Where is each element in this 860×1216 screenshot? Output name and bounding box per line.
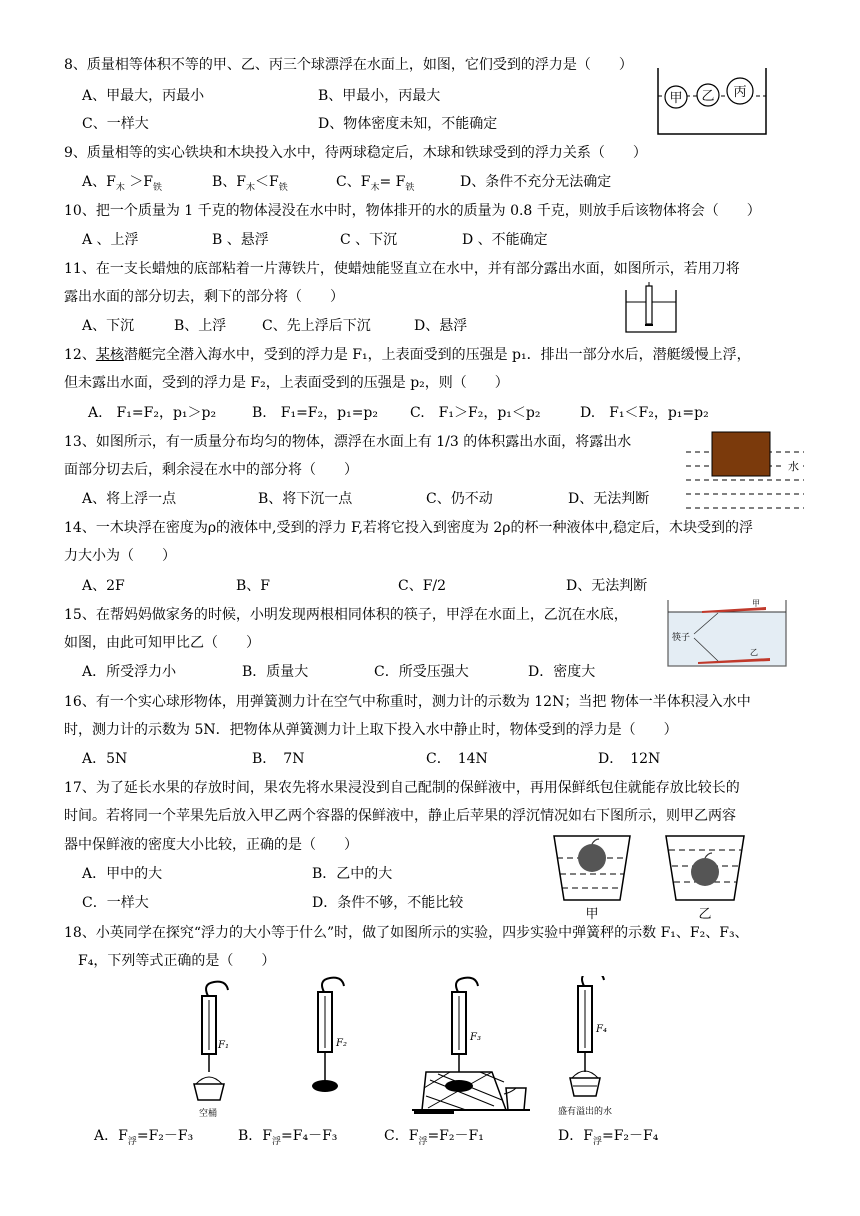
q12-option-b: B. F₁=F₂，p₁=p₂ [252, 405, 378, 421]
f2-label: F₂ [336, 1038, 347, 1049]
q11-stem-line1: 11、在一支长蜡烛的底部粘着一片薄铁片，使蜡烛能竖直立在水中，并有部分露出水面，如图所示，若用刀将 [64, 261, 740, 277]
ball-bing-label: 丙 [733, 85, 747, 100]
q13-stem-line2: 面部分切去后，剩余浸在水中的部分将（ ） [64, 462, 358, 478]
q10-option-a: A 、上浮 [82, 232, 139, 248]
water-label: 水 [788, 460, 799, 473]
ball-jia-label: 甲 [669, 91, 683, 106]
q11-option-b: B、上浮 [174, 318, 227, 334]
q17-option-d: D．条件不够，不能比较 [312, 895, 464, 911]
q13-floating-block-figure [684, 428, 806, 512]
q14-option-c: C、F/2 [398, 578, 447, 594]
q16-stem-line1: 16、有一个实心球形物体，用弹簧测力计在空气中称重时，测力计的示数为 12N；当把 物体一半体积浸入水中 [64, 694, 751, 710]
q11-option-a: A、下沉 [82, 318, 135, 334]
q16-stem-line2: 时，测力计的示数为 5N．把物体从弹簧测力计上取下投入水中静止时，物体受到的浮力是（ ） [64, 722, 678, 738]
step2-scale [312, 978, 347, 1092]
q9-option-d: D、条件不充分无法确定 [460, 174, 612, 190]
q8-option-c: C、一样大 [82, 116, 149, 132]
q10-option-d: D 、不能确定 [462, 232, 548, 248]
q15-stem-line1: 15、在帮妈妈做家务的时候，小明发现两根相同体积的筷子，甲浮在水面上，乙沉在水底， [64, 607, 628, 623]
q17-stem-line2: 时间。若将同一个苹果先后放入甲乙两个容器的保鲜液中，静止后苹果的浮沉情况如右下图所示，则甲乙两容 [64, 808, 736, 824]
q18-option-c: C．$F_浮=F_2-F_1$ [384, 1128, 484, 1147]
step4-caption: 盛有溢出的水 [557, 1107, 613, 1117]
q17-option-c: C．一样大 [82, 895, 149, 911]
q8-stem: 8、质量相等体积不等的甲、乙、丙三个球漂浮在水面上，如图，它们受到的浮力是（ ） [64, 57, 633, 73]
q18-experiment-figure [180, 976, 640, 1120]
q16-option-d: D． 12N [598, 751, 661, 767]
chopstick-jia-label: 甲 [752, 599, 760, 608]
q16-option-b: B． 7N [252, 751, 305, 767]
q8-option-b: B、甲最小，丙最大 [318, 88, 441, 104]
f4-label: F₄ [596, 1024, 607, 1035]
q18-option-a: A．$F_浮=F_2-F_3$ [94, 1128, 194, 1147]
q15-option-d: D．密度大 [528, 664, 596, 680]
q14-option-b: B、F [236, 578, 271, 594]
container-yi-label: 乙 [698, 907, 712, 922]
q8-floating-balls-figure [656, 66, 768, 136]
q13-option-d: D、无法判断 [568, 491, 650, 507]
q9-option-a: A、$F_木 >F_铁$ [82, 174, 163, 193]
q15-stem-line2: 如图，由此可知甲比乙（ ） [64, 635, 260, 651]
q12-option-a: A. F₁=F₂，p₁＞p₂ [88, 405, 217, 421]
q18-option-d: D．$F_浮=F_2-F_4$ [558, 1128, 659, 1147]
q17-stem-line3: 器中保鲜液的密度大小比较，正确的是（ ） [64, 837, 358, 853]
q16-option-c: C． 14N [426, 751, 488, 767]
chopsticks-label: 筷子 [672, 633, 691, 643]
q10-stem: 10、把一个质量为 1 千克的物体浸没在水中时，物体排开的水的质量为 0.8 千克，则放手后该物体将会（ ） [64, 203, 761, 219]
q17-option-b: B．乙中的大 [312, 866, 393, 882]
q11-candle-figure [622, 280, 680, 336]
q8-option-d: D、物体密度未知，不能确定 [318, 116, 498, 132]
q17-option-a: A．甲中的大 [82, 866, 163, 882]
q15-option-c: C．所受压强大 [374, 664, 469, 680]
q10-option-c: C 、下沉 [340, 232, 398, 248]
q13-option-c: C、仍不动 [426, 491, 493, 507]
q14-stem-line1: 14、一木块浮在密度为ρ的液体中,受到的浮力 F,若将它投入到密度为 2ρ的杯一种液体中,稳定后，木块受到的浮 [64, 520, 753, 536]
q18-stem-line2: F₄，下列等式正确的是（ ） [78, 953, 276, 969]
step3-scale [412, 978, 530, 1114]
q13-option-a: A、将上浮一点 [82, 491, 177, 507]
q14-option-d: D、无法判断 [566, 578, 648, 594]
q12-option-c: C. F₁＞F₂，p₁＜p₂ [410, 405, 541, 421]
q11-option-c: C、先上浮后下沉 [262, 318, 371, 334]
q12-stem-line2: 但未露出水面，受到的浮力是 F₂，上表面受到的压强是 p₂，则（ ） [64, 375, 509, 391]
q16-option-a: A．5N [82, 751, 128, 767]
q14-stem-line2: 力大小为（ ） [64, 548, 176, 564]
f3-label: F₃ [470, 1032, 481, 1043]
step1-scale [194, 982, 229, 1119]
q15-chopsticks-figure [666, 598, 788, 668]
q14-option-a: A、2F [82, 578, 125, 594]
container-jia-label: 甲 [585, 907, 599, 922]
chopstick-yi-label: 乙 [750, 648, 758, 657]
q13-option-b: B、将下沉一点 [258, 491, 353, 507]
q11-option-d: D、悬浮 [414, 318, 468, 334]
q12-stem-line1: 12、某核潜艇完全潜入海水中，受到的浮力是 F₁，上表面受到的压强是 p₁．排出一部分水后，潜艇缓慢上浮， [64, 347, 751, 363]
q13-stem-line1: 13、如图所示，有一质量分布均匀的物体，漂浮在水面上有 1/3 的体积露出水面，将露出水 [64, 434, 632, 450]
q11-stem-line2: 露出水面的部分切去，剩下的部分将（ ） [64, 289, 344, 305]
q8-option-a: A、甲最大，丙最小 [82, 88, 205, 104]
f1-label: F₁ [218, 1040, 229, 1051]
q9-option-c: C、$F_木= F_铁$ [336, 174, 415, 193]
q9-stem: 9、质量相等的实心铁块和木块投入水中，待两球稳定后，木球和铁球受到的浮力关系（ ） [64, 145, 647, 161]
container-yi [666, 836, 744, 922]
q15-option-b: B．质量大 [242, 664, 309, 680]
ball-yi-label: 乙 [701, 89, 715, 104]
q17-stem-line1: 17、为了延长水果的存放时间，果农先将水果浸没到自己配制的保鲜液中，再用保鲜纸包住就能存放比较长的 [64, 780, 740, 796]
q9-option-b: B、$F_木<F_铁$ [212, 174, 288, 193]
q18-stem-line1: 18、小英同学在探究“浮力的大小等于什么”时，做了如图所示的实验，四步实验中弹簧秤的示数 F₁、F₂、F₃、 [64, 925, 749, 941]
step4-scale [558, 976, 612, 1117]
q17-apple-containers-figure [548, 828, 768, 924]
q10-option-b: B 、悬浮 [212, 232, 269, 248]
step1-caption: 空桶 [198, 1109, 218, 1119]
container-jia [554, 836, 630, 922]
q18-option-b: B．$F_浮=F_4-F_3$ [238, 1128, 338, 1147]
q12-option-d: D. F₁＜F₂，p₁=p₂ [580, 405, 709, 421]
q15-option-a: A．所受浮力小 [82, 664, 177, 680]
